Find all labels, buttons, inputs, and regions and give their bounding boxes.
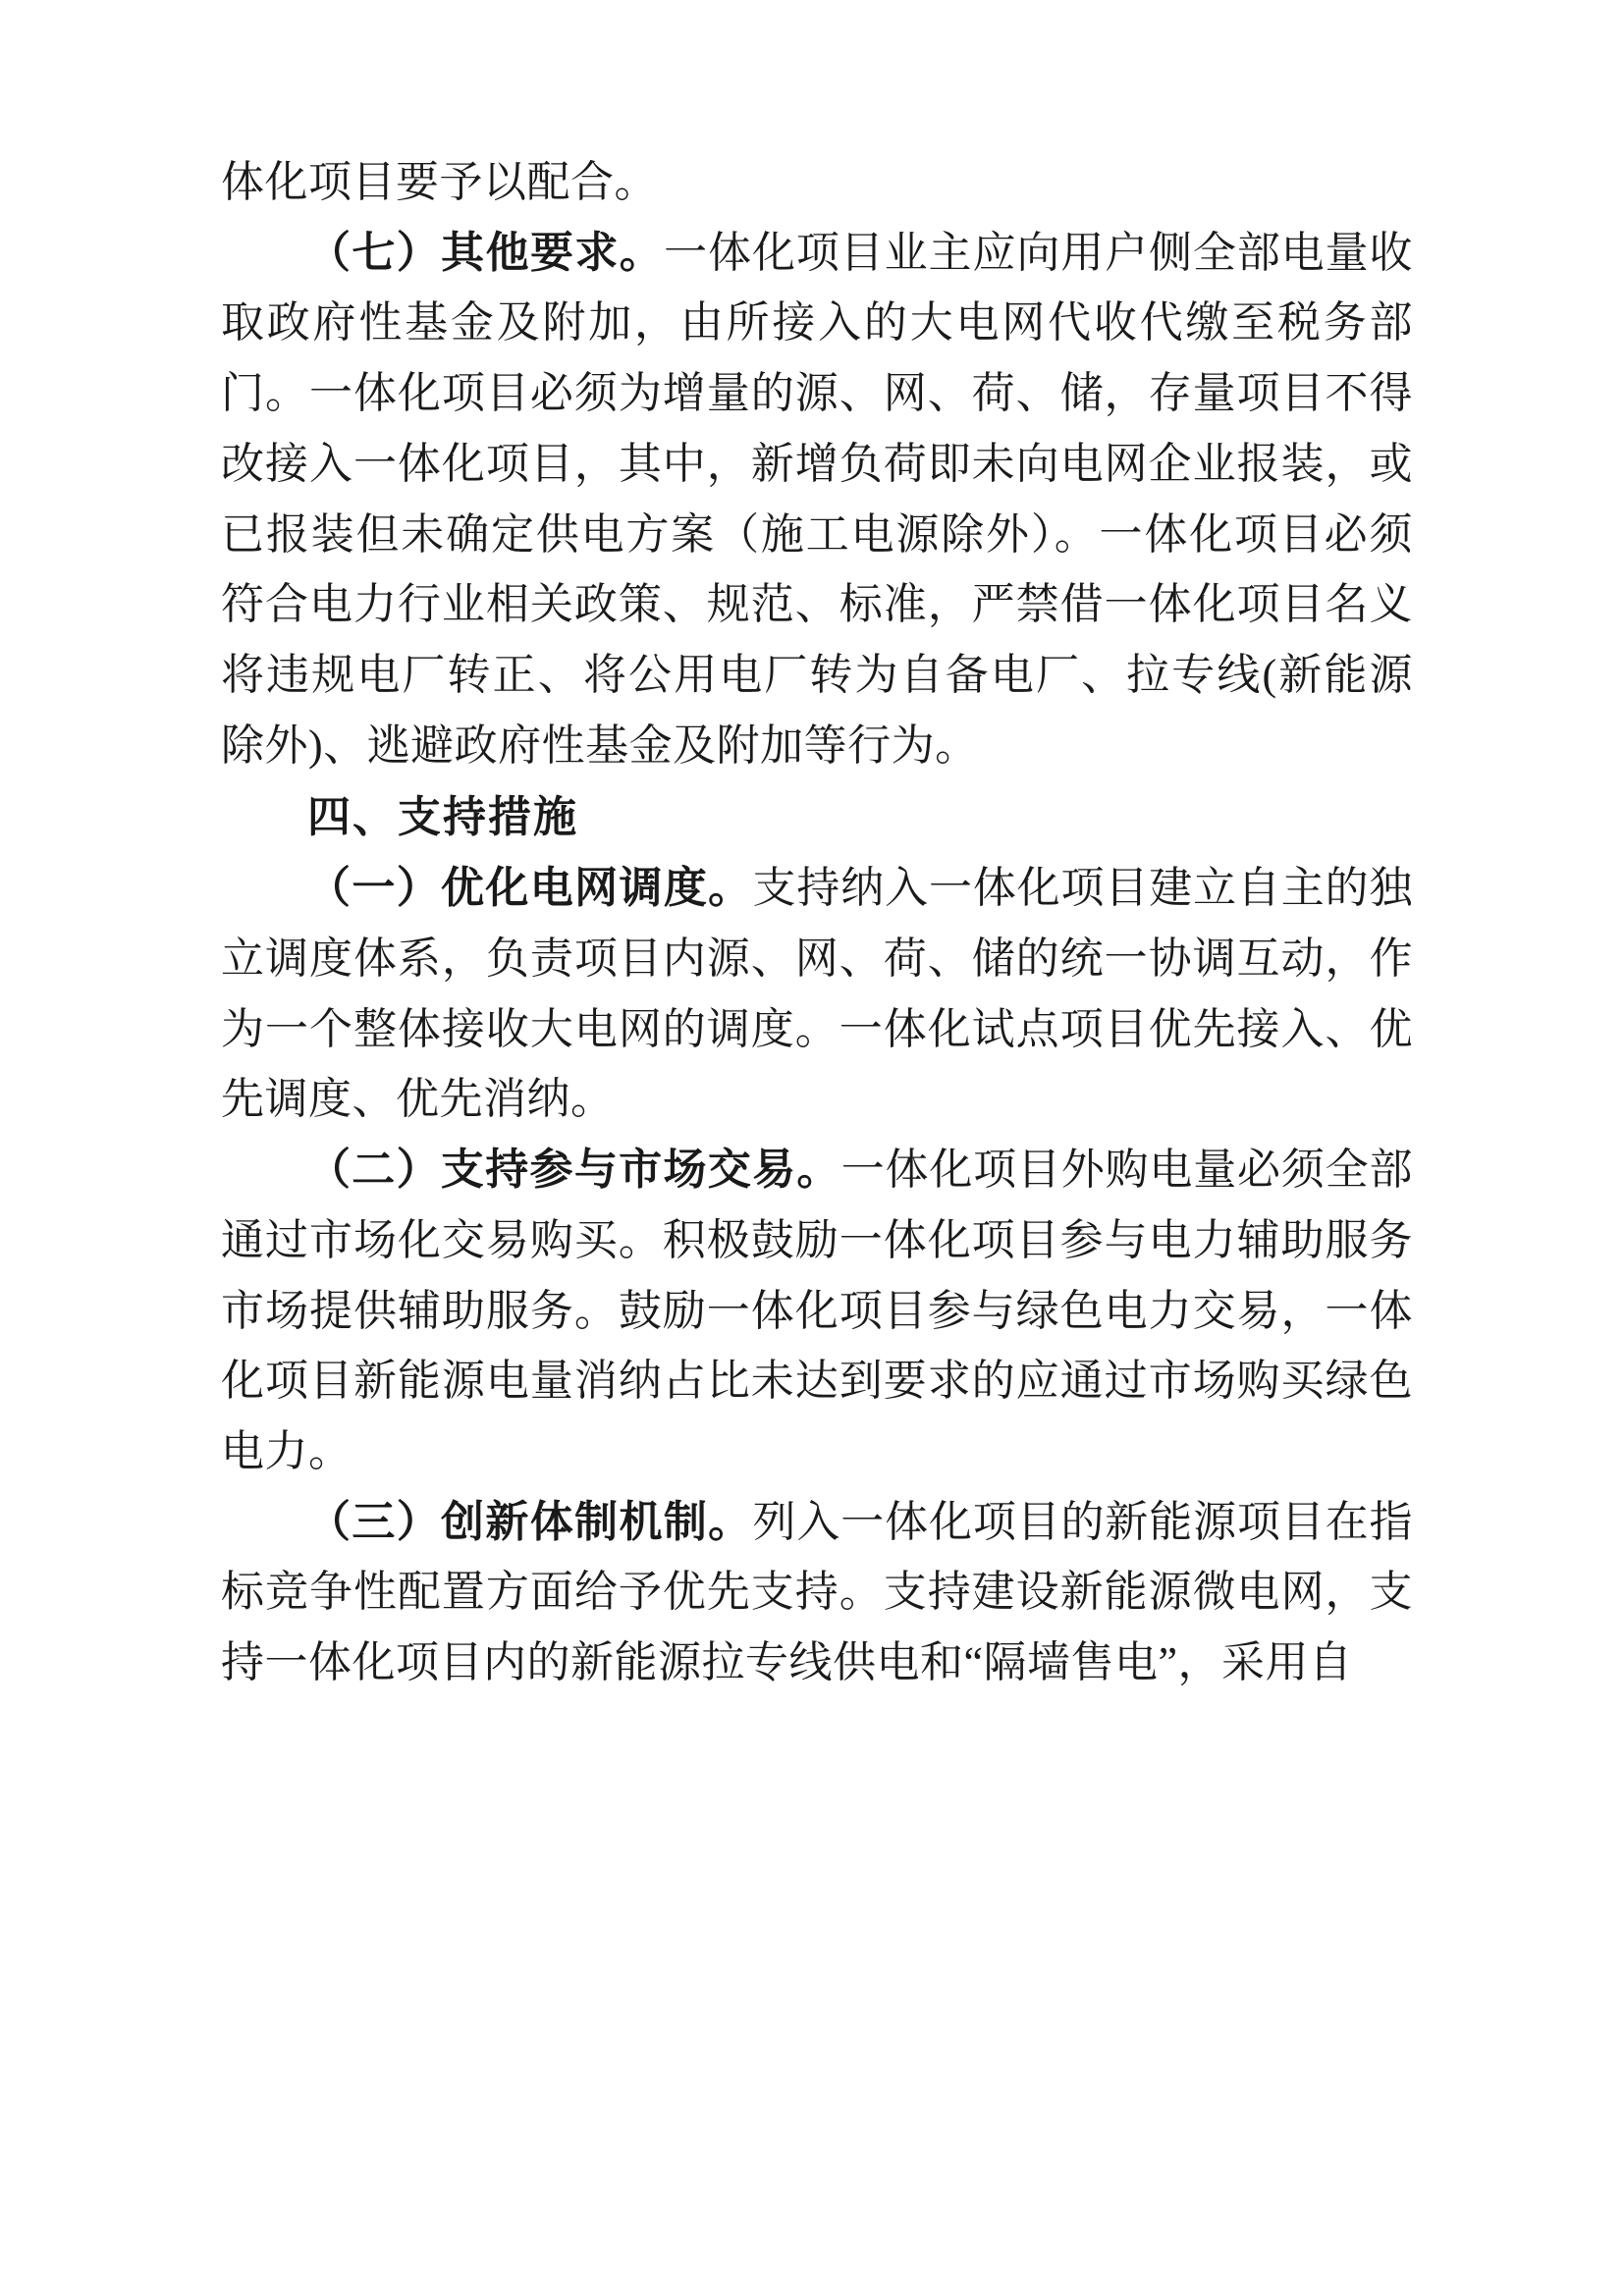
paragraph-lead: （三）创新体制机制。 [307, 1497, 753, 1546]
paragraph-lead: （一）优化电网调度。 [307, 864, 753, 913]
heading-support-measures [221, 782, 1413, 853]
document-body [221, 147, 1413, 1698]
paragraph-text: 列入一体化项目的新能源项目在指标竞争性配置方面给予优先支持。支持建设新能源微电网，支持一体化项目内的新能源拉专线供电和“隔墙售电”，采用自 [221, 1497, 1414, 1687]
heading-text: 四、支持措施 [307, 793, 578, 842]
paragraph-text: 一体化项目外购电量必须全部通过市场化交易购买。积极鼓励一体化项目参与电力辅助服务市场提供辅助服务。鼓励一体化项目参与绿色电力交易，一体化项目新能源电量消纳占比未达到要求的应通过市场购买绿色电力。 [221, 1146, 1413, 1475]
paragraph-item-3-innovate-mechanism [221, 1487, 1413, 1698]
paragraph-text: 体化项目要予以配合。 [221, 158, 658, 206]
paragraph-text: 支持纳入一体化项目建立自主的独立调度体系，负责项目内源、网、荷、储的统一协调互动，作为一个整体接收大电网的调度。一体化试点项目优先接入、优先调度、优先消纳。 [221, 864, 1414, 1124]
paragraph-item-7-other-requirements [221, 218, 1413, 781]
paragraph-item-1-optimize-dispatch [221, 853, 1413, 1135]
paragraph-lead: （二）支持参与市场交易。 [307, 1146, 841, 1195]
paragraph-lead: （七）其他要求。 [307, 228, 665, 277]
paragraph-continuation [221, 147, 1413, 218]
paragraph-text: 一体化项目业主应向用户侧全部电量收取政府性基金及附加，由所接入的大电网代收代缴至税务部门。一体化项目必须为增量的源、网、荷、储，存量项目不得改接入一体化项目，其中，新增负荷即未向电网企业报装，或已报装但未确定供电方案（施工电源除外）。一体化项目必须符合电力行业相关政策、规范、标准，严禁借一体化项目名义将违规电厂转正、将公用电厂转为自备电厂、拉专线(新能源除外)、逃避政府性基金及附加等行为。 [221, 228, 1414, 770]
paragraph-item-2-market-trading [221, 1135, 1413, 1487]
